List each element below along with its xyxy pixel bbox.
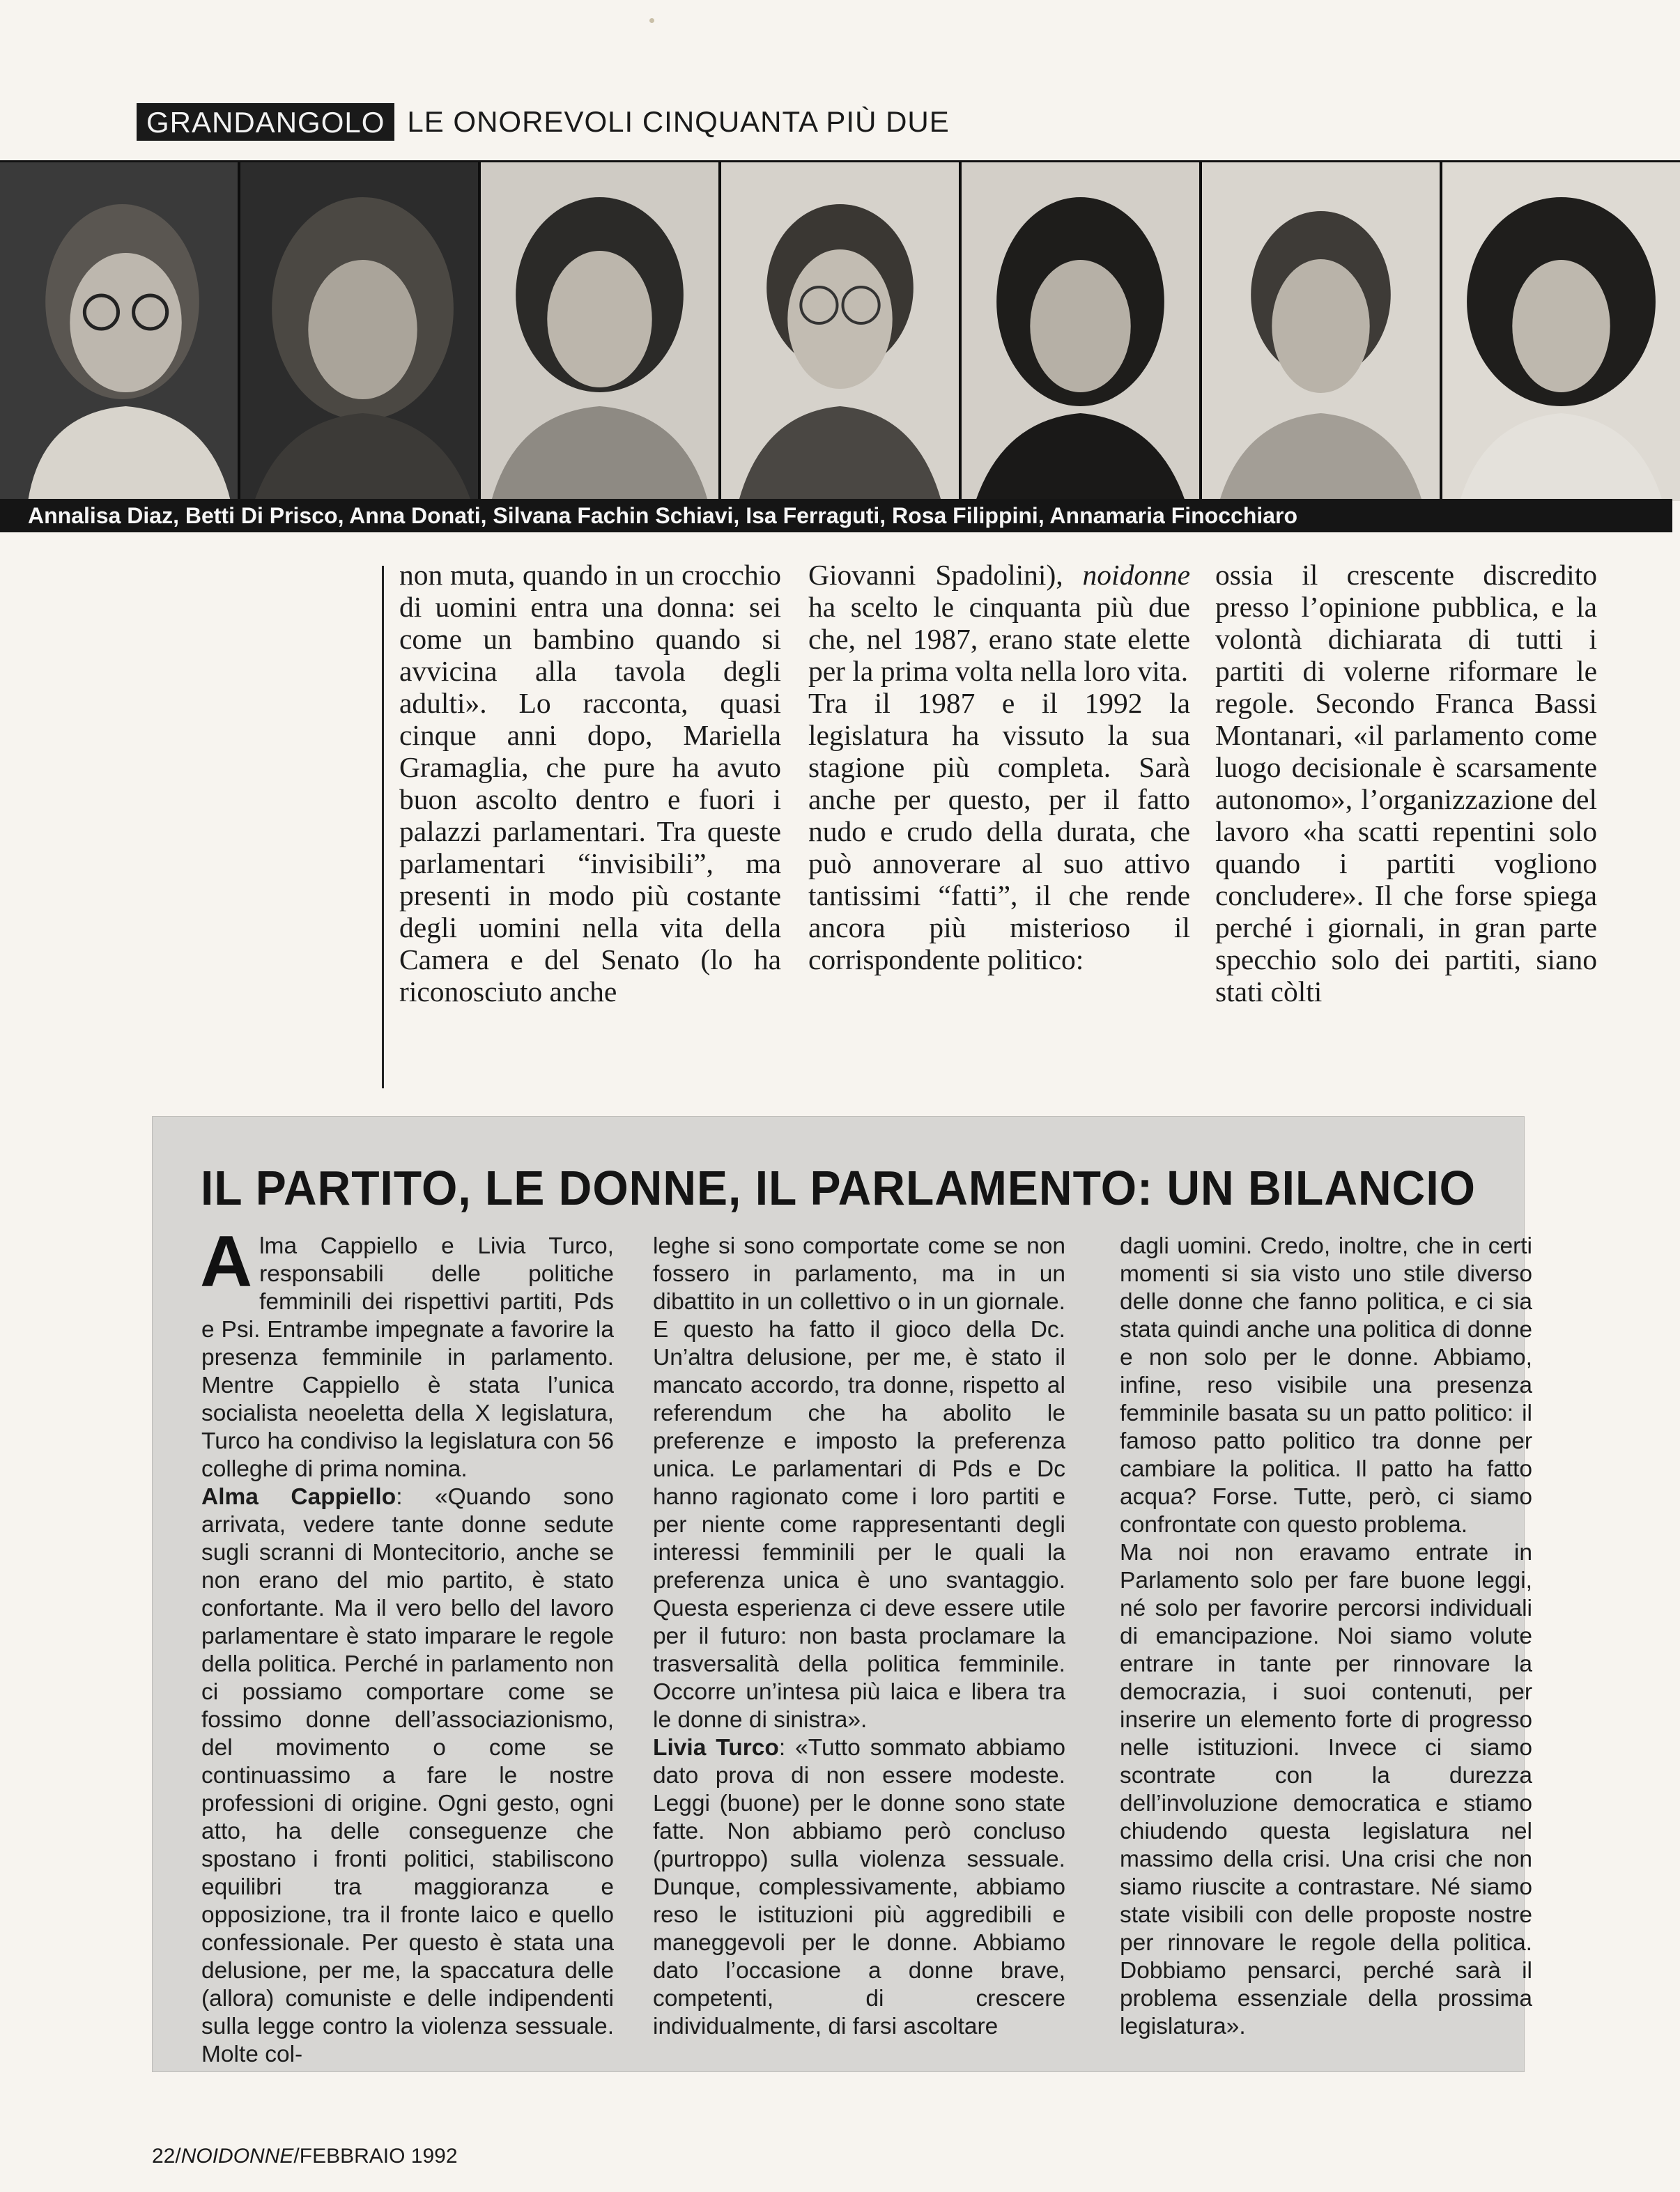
- speaker-name: Livia Turco: [653, 1735, 779, 1761]
- box-column-2: [653, 1233, 1065, 2041]
- box-column-3: [1120, 1233, 1532, 2041]
- portrait-photo: [481, 162, 721, 501]
- portrait-photo: [962, 162, 1202, 501]
- box-paragraph: [201, 1483, 614, 2069]
- portrait-image: [481, 162, 718, 501]
- portrait-image: [0, 162, 238, 501]
- text-run: ha scelto le cinquanta più due che, nel 1987, erano state elette per la prima volta nella loro vita.: [808, 591, 1190, 687]
- page-footer: [152, 2145, 458, 2168]
- portrait-image: [962, 162, 1199, 501]
- article-column-2: [808, 559, 1190, 975]
- print-dot: [649, 18, 654, 23]
- text-run: : «Quando sono arrivata, vedere tante donne sedute sugli scranni di Montecitorio, anche se non erano del mio partito, è stato confortante. Ma il vero bello del lavoro parlamentare è stato imparare le regole della politica. Perché in parlamento non ci possiamo comportare come se fossimo donne dell’associazionismo, del movimento o come se continuassimo a fare le nostre professioni di origine. Ogni gesto, ogni atto, ha delle conseguenze che spostano i fronti politici, stabiliscono equilibri tra maggioranza e opposizione, tra il fronte laico e quello confessionale. Per questo è stata una delusione, per me, la spaccatura delle (allora) comuniste e delle indipendenti sulla legge contro la violenza sessuale. Molte col-: [201, 1484, 614, 2067]
- portrait-image: [721, 162, 959, 501]
- sidebar-box: [152, 1116, 1532, 2072]
- column-rule: [382, 566, 384, 1088]
- photo-caption: Annalisa Diaz, Betti Di Prisco, Anna Donati, Silvana Fachin Schiavi, Isa Ferraguti, Rosa Filippini, Annamaria Finocchiaro: [0, 499, 1672, 532]
- publication-name: NOIDONNE: [180, 2145, 294, 2168]
- article-column-1: [399, 559, 781, 1008]
- box-paragraph: dagli uomini. Credo, inoltre, che in certi momenti si sia visto uno stile diverso delle donne che fanno politica, e ci sia stata quindi anche una politica di donne e non solo per le donne. Abbiamo, infine, reso visibile una presenza femminile basata su un patto politico: il famoso patto politico tra donne per cambiare la politica. Il patto ha fatto acqua? Forse. Tutte, però, ci siamo confrontate con questo problema.: [1120, 1233, 1532, 1538]
- speaker-name: Alma Cappiello: [201, 1484, 396, 1510]
- issue-date: /FEBBRAIO 1992: [293, 2145, 458, 2168]
- article-paragraph: Tra il 1987 e il 1992 la legislatura ha vissuto la sua stagione più completa. Sarà anche per questo, per il fatto nudo e crudo della durata, che può annoverare al suo attivo tantissimi “fatti”, il che rende ancora più misterioso il corrispondente politico:: [808, 687, 1190, 975]
- article-paragraph: non muta, quando in un crocchio di uomini entra una donna: sei come un bambino quando si avvicina alla tavola degli adulti». Lo racconta, quasi cinque anni dopo, Mariella Gramaglia, che pure ha avuto buon ascolto dentro e fuori i palazzi parlamentari. Tra queste parlamentari “invisibili”, ma presenti in modo più costante degli uomini nella vita della Camera e del Senato (lo ha riconosciuto anche: [399, 559, 781, 1008]
- box-paragraph: Ma noi non eravamo entrate in Parlamento solo per fare buone leggi, né solo per favorire percorsi individuali di emancipazione. Noi siamo volute entrare in tante per rinnovare la democrazia, i suoi contenuti, per inserire un elemento forte di progresso nelle istituzioni. Invece ci siamo scontrate con la durezza dell’involuzione democratica e stiamo chiudendo questa legislatura nel massimo della crisi. Una crisi che non siamo riuscite a contrastare. Né siamo state visibili con delle proposte nostre per rinnovare le regole della politica. Dobbiamo pensarci, perché sarà il problema essenziale della prossima legislatura».: [1120, 1540, 1532, 2039]
- publication-name: noidonne: [1082, 559, 1190, 591]
- article-paragraph: [808, 559, 1190, 687]
- portrait-photo: [0, 162, 240, 501]
- section-tag: GRANDANGOLO: [137, 103, 394, 141]
- portrait-image: [1442, 162, 1680, 501]
- box-column-1: [200, 1221, 614, 2069]
- page-headline: LE ONOREVOLI CINQUANTA PIÙ DUE: [407, 105, 950, 138]
- portrait-image: [240, 162, 478, 501]
- text-run: Giovanni Spadolini),: [808, 559, 1083, 591]
- box-title: IL PARTITO, LE DONNE, IL PARLAMENTO: UN BILANCIO: [200, 1161, 1477, 1215]
- section-header: [137, 103, 950, 141]
- article-column-3: [1215, 559, 1597, 1008]
- article-paragraph: ossia il crescente discredito presso l’opinione pubblica, e la volontà dichiarata di tutti i partiti di volerne riformare le regole. Secondo Franca Bassi Montanari, «il parlamento come luogo decisionale è scarsamente autonomo», l’organizzazione del lavoro «ha scatti repentini solo quando i partiti vogliono concludere». Il che forse spiega perché i giornali, in gran parte specchio solo dei partiti, siano stati còlti: [1215, 559, 1597, 1008]
- box-paragraph: [200, 1221, 614, 1483]
- text-run: : «Tutto sommato abbiamo dato prova di non essere modeste. Leggi (buone) per le donne sono state fatte. Non abbiamo però concluso (purtroppo) sulla violenza sessuale. Dunque, complessivamente, abbiamo reso le istituzioni più aggredibili e maneggevoli per le donne. Abbiamo dato l’occasione a donne brave, competenti, di crescere individualmente, di farsi ascoltare: [653, 1735, 1065, 2039]
- portrait-photo: [1202, 162, 1442, 501]
- portrait-photo: [1442, 162, 1680, 501]
- portrait-image: [1202, 162, 1440, 501]
- portrait-photo: [240, 162, 481, 501]
- portrait-strip: [0, 160, 1680, 501]
- box-paragraph: leghe si sono comportate come se non fossero in parlamento, ma in un dibattito in un collettivo o in un giornale. E questo ha fatto il gioco della Dc. Un’altra delusione, per me, è stato il mancato accordo, tra donne, rispetto al referendum che ha abolito le preferenze e imposto la preferenza unica. Le parlamentari di Pds e Dc hanno ragionato come i loro partiti e per niente come rappresentanti degli interessi femminili per le quali la preferenza unica è uno svantaggio. Questa esperienza ci deve essere utile per il futuro: non basta proclamare la trasversalità della politica femminile. Occorre un’intesa più laica e libera tra le donne di sinistra».: [653, 1233, 1065, 1733]
- box-paragraph: [653, 1734, 1065, 2041]
- portrait-photo: [721, 162, 962, 501]
- page-number: 22/: [152, 2145, 181, 2168]
- drop-cap: A: [200, 1221, 253, 1302]
- text-run: lma Cappiello e Livia Turco, responsabili delle politiche femminili dei rispettivi partiti, Pds e Psi. Entrambe impegnate a favorire la presenza femminile in parlamento. Mentre Cappiello è stata l’unica socialista neoeletta della X legislatura, Turco ha condiviso la legislatura con 56 colleghe di prima nomina.: [201, 1233, 614, 1482]
